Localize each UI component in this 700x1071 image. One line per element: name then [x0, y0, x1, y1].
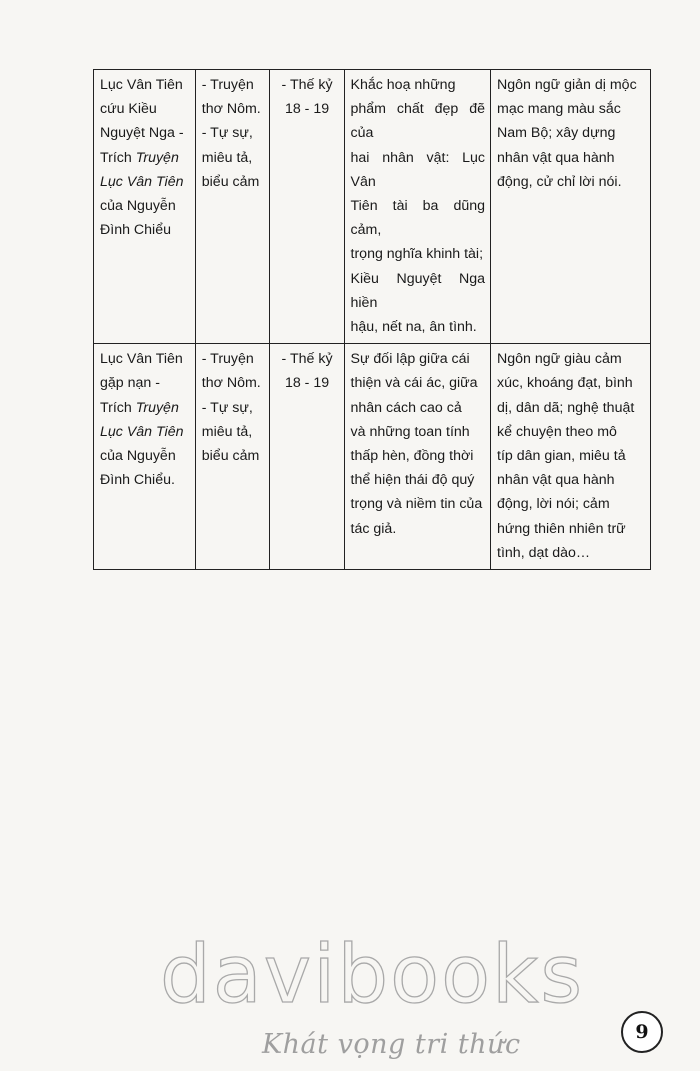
art-cell: Ngôn ngữ giàu cảm xúc, khoáng đạt, bình dị, dân dã; nghệ thuật kể chuyện theo mô típ dân gian, miêu tả nhân vật qua hành động, lời nói; cảm hứng thiên nhiên trữ tình, dạt dào…: [491, 344, 651, 570]
publisher-slogan: Khát vọng tri thức: [262, 1029, 521, 1060]
genre-cell: - Truyện thơ Nôm. - Tự sự, miêu tả, biểu cảm: [195, 344, 269, 570]
era-cell: - Thế kỷ 18 - 19: [269, 70, 344, 344]
page-number: 9: [621, 1011, 663, 1053]
page-number-badge: [615, 1007, 671, 1057]
content-cell: Khắc hoạ những phẩm chất đẹp đẽ của hai nhân vật: Lục Vân Tiên tài ba dũng cảm, trọng nghĩa khinh tài; Kiều Nguyệt Nga hiền hậu, nết na, ân tình.: [344, 70, 491, 344]
literature-summary-table: [93, 69, 651, 570]
publisher-watermark: davibooks: [160, 928, 585, 1021]
content-cell: Sự đối lập giữa cái thiện và cái ác, giữa nhân cách cao cả và những toan tính thấp hèn, đồng thời thể hiện thái độ quý trọng và niềm tin của tác giả.: [344, 344, 491, 570]
art-cell: Ngôn ngữ giản dị mộc mạc mang màu sắc Nam Bộ; xây dựng nhân vật qua hành động, cử chỉ lời nói.: [491, 70, 651, 344]
work-title-cell: Lục Vân Tiên gặp nạn - Trích Truyện Lục Vân Tiên của Nguyễn Đình Chiểu.: [94, 344, 196, 570]
work-title-cell: Lục Vân Tiên cứu Kiều Nguyệt Nga - Trích Truyện Lục Vân Tiên của Nguyễn Đình Chiểu: [94, 70, 196, 344]
genre-cell: - Truyện thơ Nôm. - Tự sự, miêu tả, biểu cảm: [195, 70, 269, 344]
table-row: [94, 344, 651, 570]
table-row: [94, 70, 651, 344]
era-cell: - Thế kỷ 18 - 19: [269, 344, 344, 570]
